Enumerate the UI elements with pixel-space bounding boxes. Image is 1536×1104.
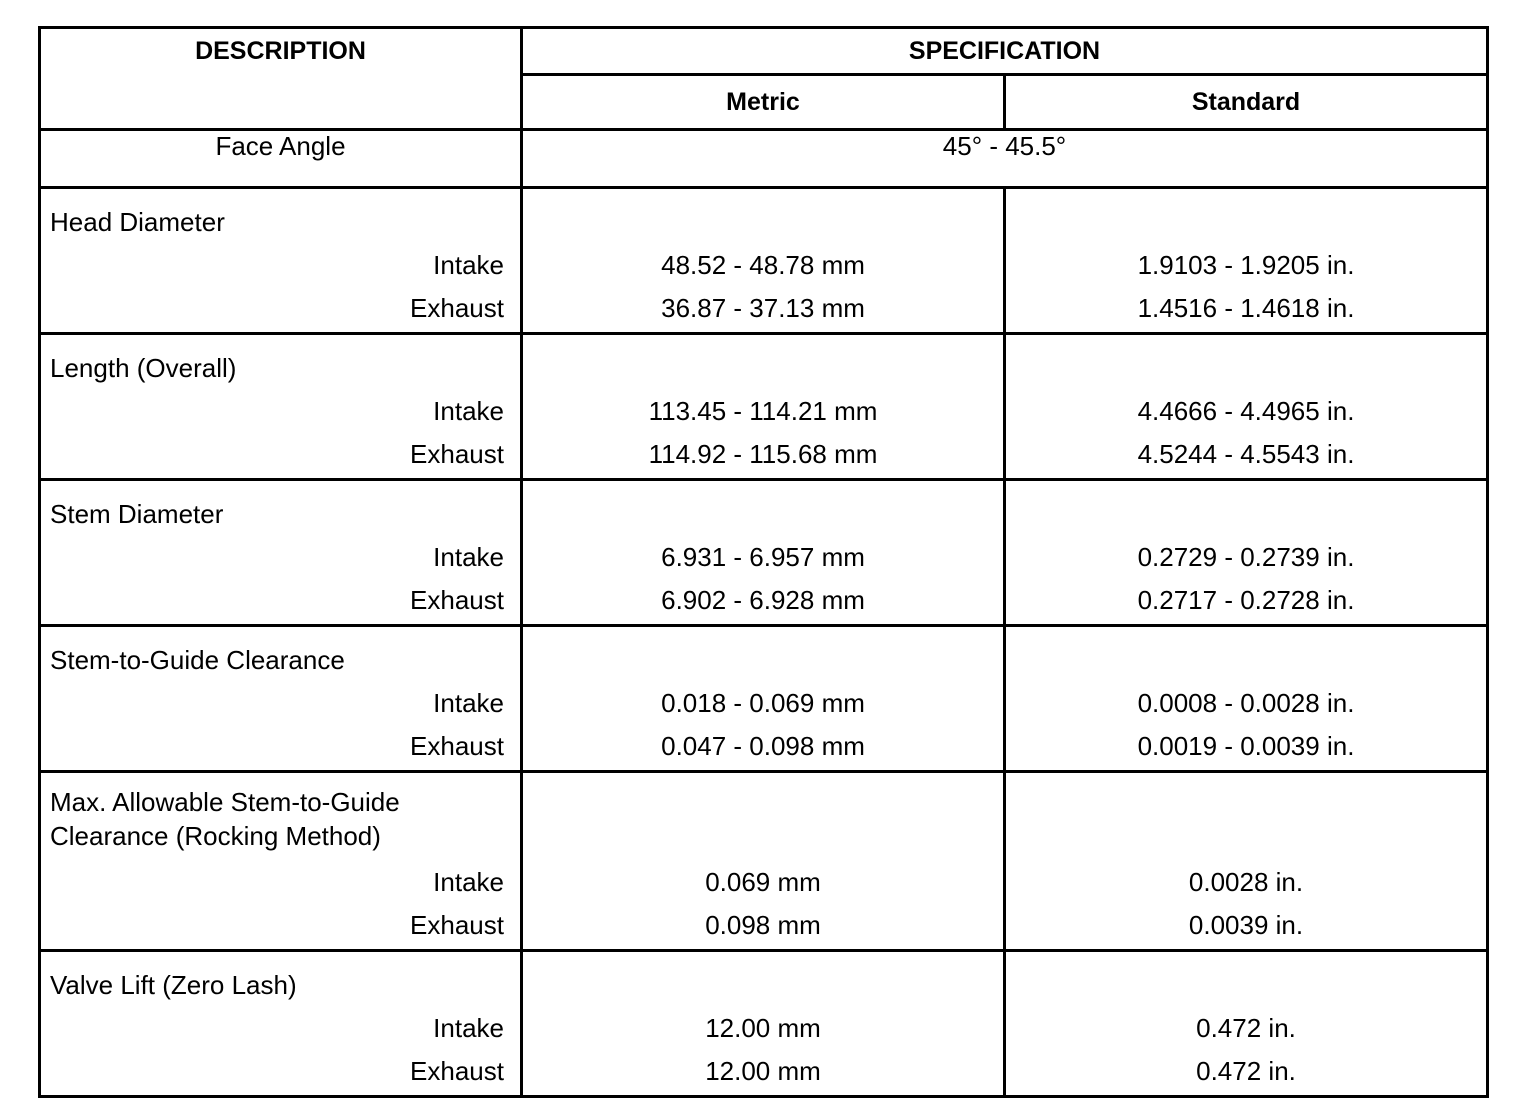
metric-value: 113.45 - 114.21 mm (648, 396, 878, 426)
standard-value: 0.472 in. (1196, 1056, 1296, 1086)
metric-value: 0.069 mm (705, 867, 821, 897)
standard-value: 4.4666 - 4.4965 in. (1137, 396, 1355, 426)
description-cell (40, 480, 522, 626)
metric-value: 36.87 - 37.13 mm (661, 293, 865, 323)
metric-value: 6.902 - 6.928 mm (661, 585, 865, 615)
metric-cell (522, 772, 1005, 951)
table-row (40, 480, 1488, 626)
row-label: Exhaust (410, 910, 504, 940)
row-label: Exhaust (410, 293, 504, 323)
standard-value: 1.9103 - 1.9205 in. (1137, 250, 1355, 280)
metric-cell (522, 188, 1005, 334)
section-title: Length (Overall) (50, 353, 237, 383)
standard-cell (1005, 951, 1488, 1097)
description-cell (40, 626, 522, 772)
metric-value: 48.52 - 48.78 mm (661, 250, 865, 280)
metric-cell (522, 951, 1005, 1097)
section-title: Stem-to-Guide Clearance (50, 645, 345, 675)
row-label: Exhaust (410, 439, 504, 469)
metric-value: 12.00 mm (705, 1056, 821, 1086)
description-cell (40, 951, 522, 1097)
standard-value: 0.0028 in. (1188, 867, 1304, 897)
section-title: Valve Lift (Zero Lash) (50, 970, 297, 1000)
row-label: Intake (433, 1013, 504, 1043)
standard-cell (1005, 334, 1488, 480)
metric-value: 0.018 - 0.069 mm (661, 688, 865, 718)
metric-cell (522, 480, 1005, 626)
standard-cell (1005, 480, 1488, 626)
row-label: Intake (433, 396, 504, 426)
metric-cell (522, 334, 1005, 480)
section-title-line: Clearance (Rocking Method) (50, 821, 381, 851)
standard-cell (1005, 188, 1488, 334)
row-label: Intake (433, 867, 504, 897)
table-row (40, 334, 1488, 480)
table-row (40, 772, 1488, 951)
section-title (41, 785, 520, 861)
row-label: Intake (433, 250, 504, 280)
section-title: Head Diameter (50, 207, 225, 237)
face-angle-label: Face Angle (40, 130, 522, 188)
face-angle-row (40, 130, 1488, 188)
standard-value: 0.2717 - 0.2728 in. (1137, 585, 1355, 615)
section-title-line: Max. Allowable Stem-to-Guide (50, 787, 400, 817)
standard-header: Standard (1005, 75, 1488, 130)
standard-value: 0.0019 - 0.0039 in. (1137, 731, 1355, 761)
metric-value: 114.92 - 115.68 mm (648, 439, 878, 469)
row-label: Exhaust (410, 731, 504, 761)
row-label: Intake (433, 688, 504, 718)
standard-value: 1.4516 - 1.4618 in. (1137, 293, 1355, 323)
standard-cell (1005, 626, 1488, 772)
description-cell (40, 772, 522, 951)
description-cell (40, 188, 522, 334)
standard-value: 0.2729 - 0.2739 in. (1137, 542, 1355, 572)
standard-value: 0.0008 - 0.0028 in. (1137, 688, 1355, 718)
metric-value: 6.931 - 6.957 mm (661, 542, 865, 572)
specification-header: SPECIFICATION (522, 28, 1488, 75)
metric-header: Metric (522, 75, 1005, 130)
table-row (40, 188, 1488, 334)
section-title: Stem Diameter (50, 499, 224, 529)
row-label: Intake (433, 542, 504, 572)
metric-value: 12.00 mm (705, 1013, 821, 1043)
table-row (40, 951, 1488, 1097)
metric-value: 0.047 - 0.098 mm (661, 731, 865, 761)
metric-cell (522, 626, 1005, 772)
standard-value: 4.5244 - 4.5543 in. (1137, 439, 1355, 469)
description-cell (40, 334, 522, 480)
row-label: Exhaust (410, 585, 504, 615)
description-header: DESCRIPTION (40, 28, 522, 130)
standard-cell (1005, 772, 1488, 951)
valve-specification-table (38, 26, 1489, 1098)
table-row (40, 626, 1488, 772)
standard-value: 0.472 in. (1196, 1013, 1296, 1043)
metric-value: 0.098 mm (705, 910, 821, 940)
row-label: Exhaust (410, 1056, 504, 1086)
header-row-top (40, 28, 1488, 75)
face-angle-value: 45° - 45.5° (522, 130, 1488, 188)
standard-value: 0.0039 in. (1188, 910, 1304, 940)
